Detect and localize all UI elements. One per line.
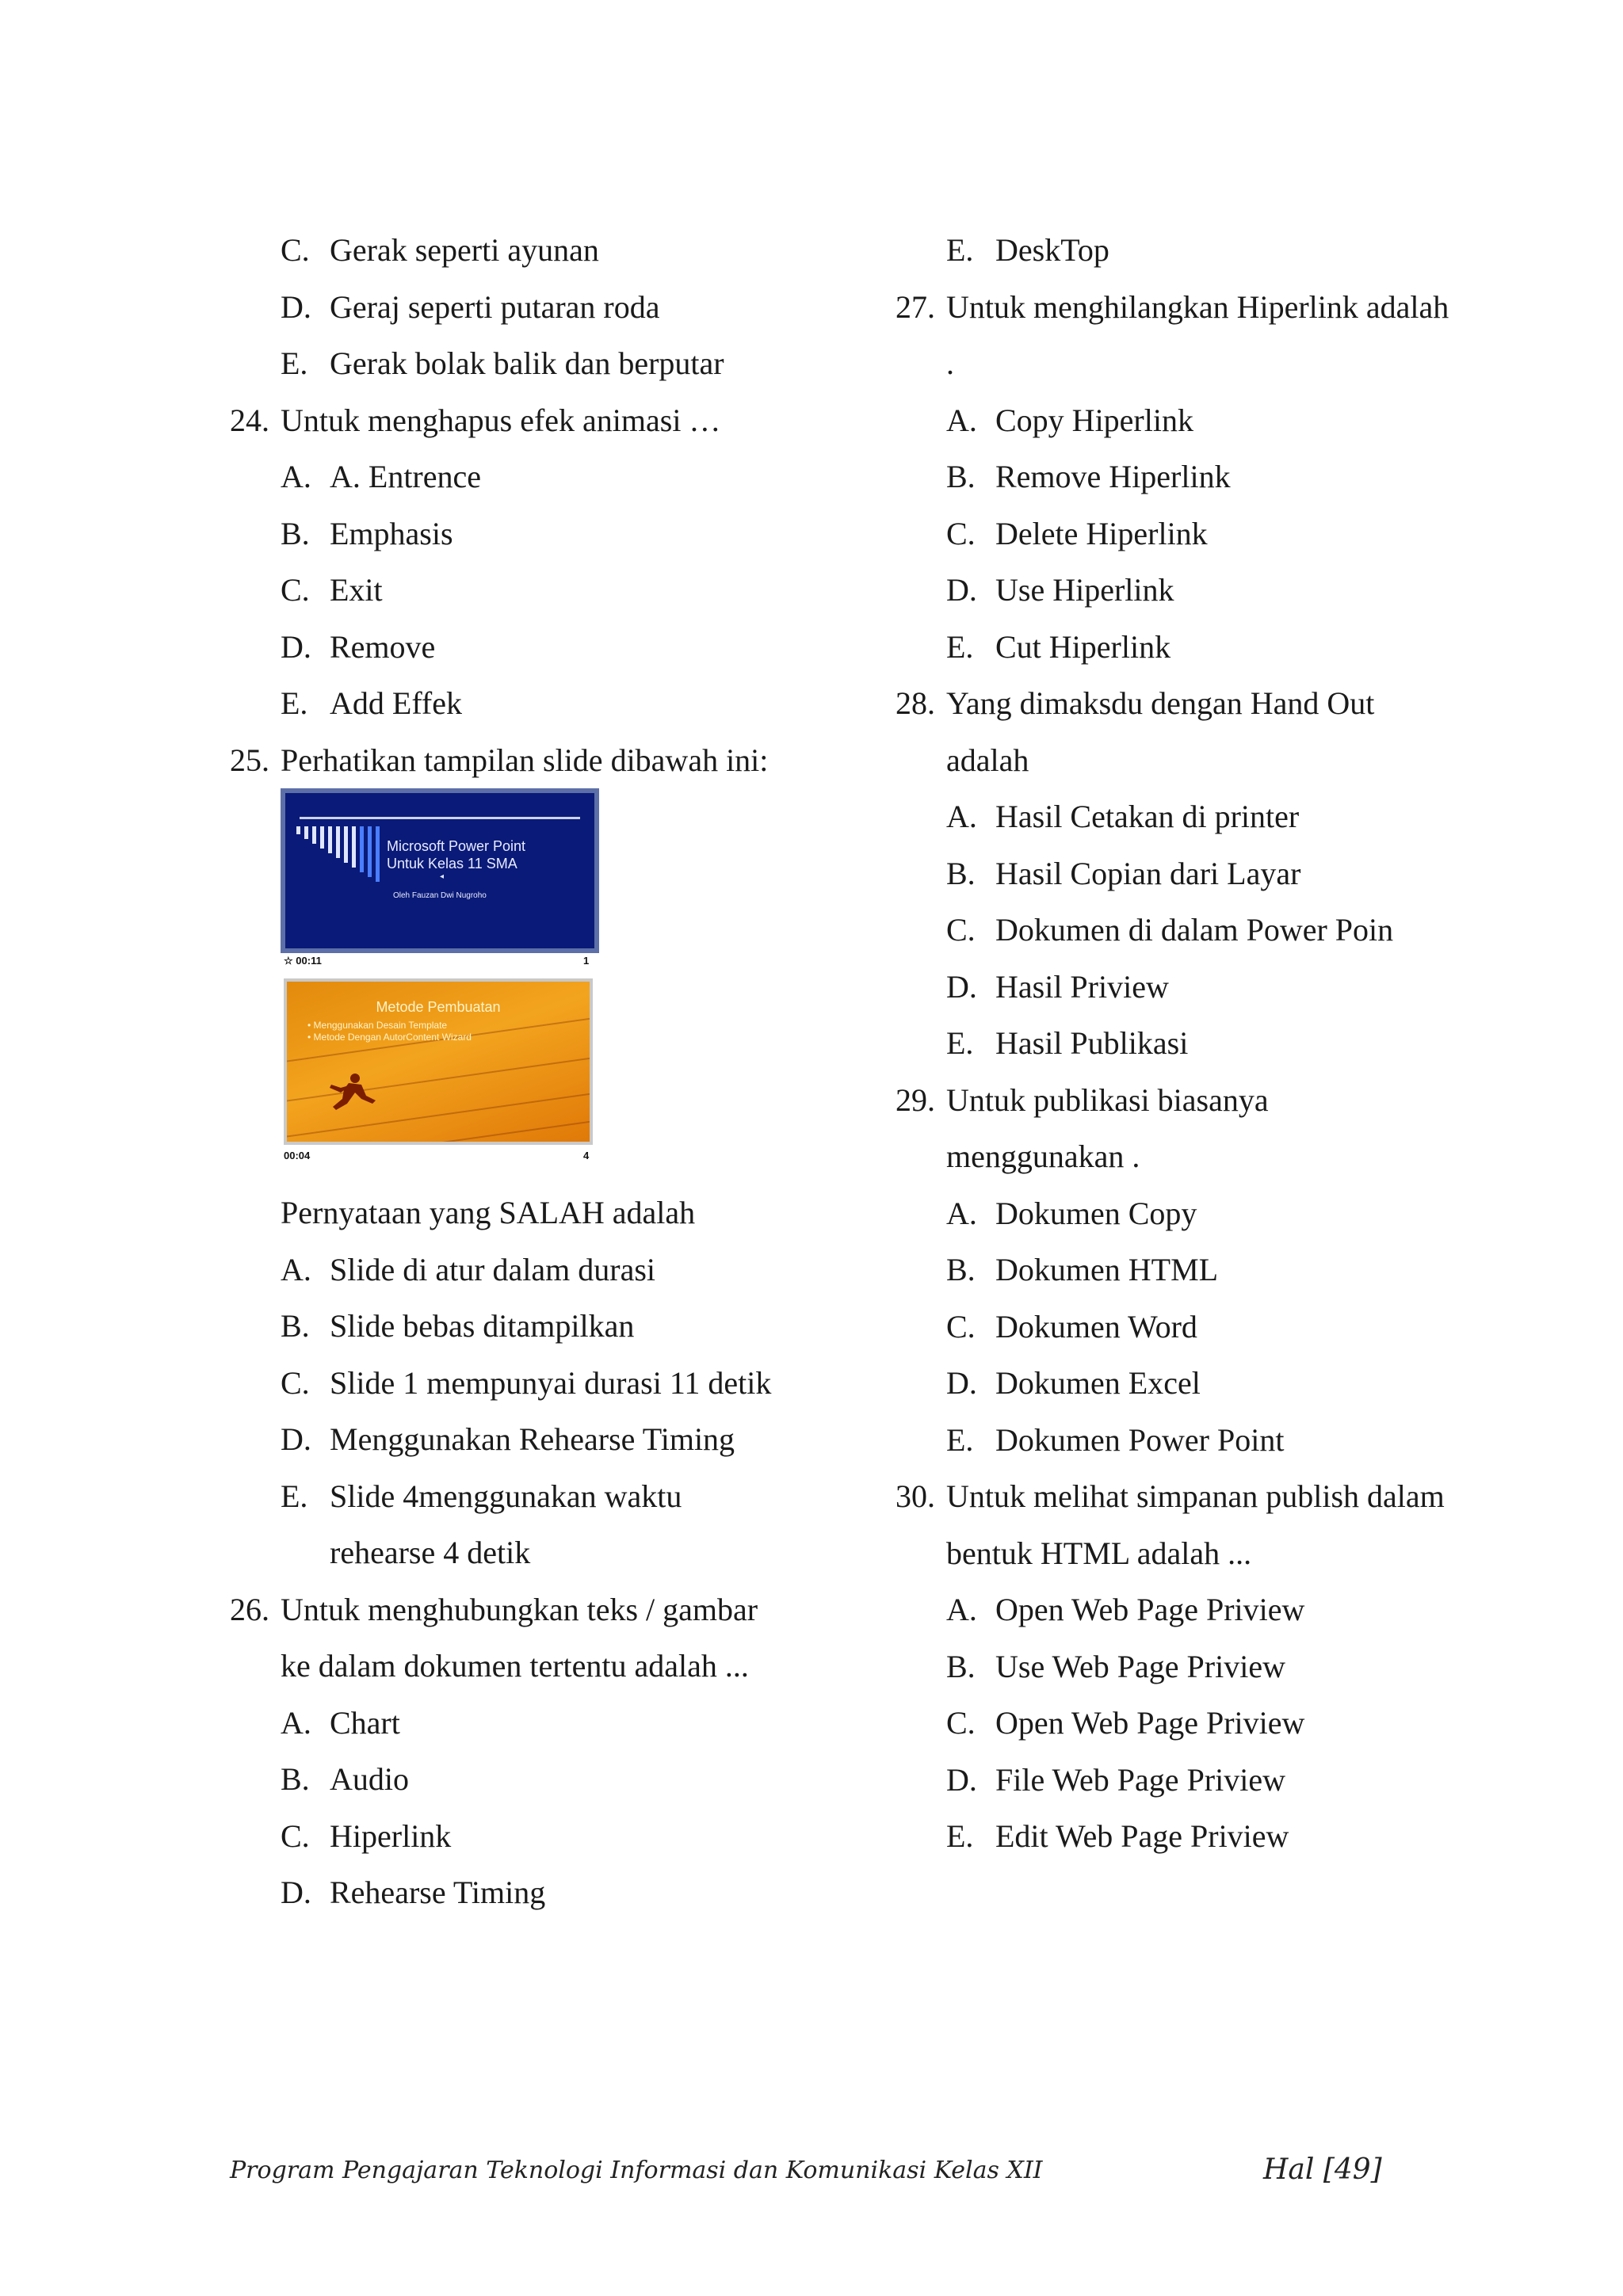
slide-4-bullet: • Metode Dengan AutorContent Wizard (307, 1032, 472, 1043)
option-text: Dokumen Power Point (995, 1421, 1285, 1458)
question-25-statement: Pernyataan yang SALAH adalah (281, 1195, 696, 1230)
option-item (230, 222, 832, 279)
question-24-options (230, 448, 832, 732)
option-text: Remove Hiperlink (995, 459, 1231, 494)
option-letter: C. (946, 515, 976, 551)
option-text: Slide 1 mempunyai durasi 11 detik (330, 1364, 772, 1401)
question-text: Perhatikan tampilan slide dibawah ini: (281, 742, 769, 778)
question-number: 28. (896, 685, 935, 721)
option-text: Delete Hiperlink (995, 515, 1208, 551)
decorative-bars (296, 826, 391, 890)
option-item (230, 1241, 832, 1299)
option-letter: C. (281, 572, 310, 608)
question-25-options (230, 1241, 832, 1525)
option-text: Slide di atur dalam durasi (330, 1251, 656, 1287)
option-item (896, 505, 1498, 563)
option-text: Remove (330, 628, 436, 665)
question-30-options (896, 1581, 1498, 1865)
option-item (230, 562, 832, 619)
option-item (896, 448, 1498, 505)
option-letter: D. (946, 1365, 977, 1401)
option-letter: E. (946, 1818, 974, 1854)
question-23-options (230, 222, 832, 392)
option-letter: C. (281, 1364, 310, 1401)
option-letter: B. (281, 1761, 310, 1797)
slide-4-bullet: • Menggunakan Desain Template (307, 1020, 448, 1031)
option-item (896, 1412, 1498, 1469)
option-letter: B. (281, 1308, 310, 1344)
decorative-bar (304, 826, 308, 839)
option-text: Use Hiperlink (995, 572, 1174, 608)
question-24 (230, 392, 832, 449)
question-continuation: . (946, 345, 954, 381)
decorative-bar (344, 826, 348, 863)
footer-page-number: Hal [49] (1263, 2153, 1382, 2186)
option-letter: A. (281, 459, 311, 494)
question-continuation: adalah (946, 742, 1029, 778)
question-25 (230, 732, 832, 789)
question-number: 24. (230, 402, 269, 438)
option-text: DeskTop (995, 232, 1109, 268)
option-text: Dokumen Excel (995, 1365, 1201, 1401)
slide-1-time: ☆ 00:11 (284, 955, 322, 967)
option-letter: D. (281, 628, 311, 665)
option-letter: C. (946, 1308, 976, 1344)
option-item (230, 1411, 832, 1468)
option-text: Hasil Publikasi (995, 1025, 1189, 1061)
option-letter: E. (281, 345, 308, 381)
right-column (896, 222, 1498, 1865)
slide-1-number: 1 (583, 955, 590, 967)
option-item (230, 1355, 832, 1412)
option-letter: C. (281, 232, 310, 268)
option-text: Dokumen HTML (995, 1252, 1219, 1287)
option-text: Dokumen Word (995, 1308, 1197, 1344)
option-letter: A. (281, 1704, 311, 1741)
slide-4-time: 00:04 (284, 1150, 311, 1161)
option-letter: E. (281, 685, 308, 721)
option-text: Dokumen di dalam Power Poin (995, 912, 1394, 948)
option-letter: A. (946, 1195, 977, 1231)
slide-1-title (387, 837, 525, 872)
question-number: 27. (896, 288, 935, 325)
option-letter: C. (281, 1817, 310, 1854)
option-text: File Web Page Priview (995, 1761, 1285, 1798)
option-text: Gerak seperti ayunan (330, 232, 599, 268)
decorative-bar (328, 826, 332, 853)
question-number: 30. (896, 1478, 935, 1514)
option-item (230, 1298, 832, 1355)
option-item (896, 1695, 1498, 1752)
slide-1-title-line2: Untuk Kelas 11 SMA (387, 856, 517, 871)
question-text: Untuk menghubungkan teks / gambar (281, 1591, 758, 1627)
option-letter: B. (281, 515, 310, 551)
option-letter: B. (946, 1252, 976, 1287)
option-item (230, 1468, 832, 1525)
slide-1-title-line1: Microsoft Power Point (387, 838, 526, 854)
option-letter: A. (946, 799, 977, 834)
option-text: Hiperlink (330, 1817, 452, 1854)
decorative-bar (376, 826, 380, 882)
option-text: Copy Hiperlink (995, 402, 1193, 438)
option-letter: B. (946, 855, 976, 891)
option-letter: A. (946, 402, 977, 438)
option-item (896, 222, 1498, 279)
option-letter: A. (946, 1592, 977, 1627)
question-27-options (896, 392, 1498, 676)
question-text: Untuk melihat simpanan publish dalam (946, 1478, 1445, 1514)
option-text: Cut Hiperlink (995, 628, 1171, 665)
decorative-bar (336, 826, 340, 858)
question-text: Untuk publikasi biasanya (946, 1081, 1269, 1118)
decorative-bar (320, 826, 324, 849)
option-item (230, 675, 832, 732)
question-text: Untuk menghapus efek animasi … (281, 402, 721, 438)
option-text: Rehearse Timing (330, 1875, 546, 1910)
option-item (896, 1241, 1498, 1299)
option-item (896, 1299, 1498, 1356)
option-letter: D. (281, 288, 311, 325)
slide-divider (300, 817, 580, 819)
decorative-bar (296, 826, 300, 834)
question-28-options (896, 788, 1498, 1072)
option-letter: C. (946, 1705, 976, 1741)
option-item (896, 1752, 1498, 1809)
option-letter: B. (946, 459, 976, 494)
decorative-bar (352, 826, 356, 868)
option-letter: E. (946, 1421, 974, 1458)
option-text: Add Effek (330, 685, 462, 721)
option-item (896, 1581, 1498, 1638)
option-item (896, 845, 1498, 902)
option-letter: D. (946, 572, 977, 608)
question-28 (896, 675, 1498, 732)
option-item (896, 562, 1498, 619)
question-text: Untuk menghilangkan Hiperlink adalah (946, 288, 1449, 325)
option-text: A. Entrence (330, 459, 482, 494)
left-column (230, 222, 832, 1921)
option-item (896, 619, 1498, 676)
option-item (896, 1015, 1498, 1072)
option-text: Menggunakan Rehearse Timing (330, 1421, 735, 1457)
slide-4-thumbnail (284, 978, 593, 1145)
option-text: Exit (330, 572, 383, 608)
option-text: Hasil Copian dari Layar (995, 855, 1301, 891)
option-letter: D. (281, 1875, 311, 1910)
slide-1-time-value: 00:11 (296, 955, 322, 967)
slide-4-bullets (307, 1020, 472, 1043)
option-item (896, 902, 1498, 959)
option-text: Use Web Page Priview (995, 1648, 1285, 1684)
question-continuation: menggunakan . (946, 1138, 1140, 1174)
option-text: Edit Web Page Priview (995, 1818, 1289, 1854)
option-letter: D. (946, 1761, 977, 1798)
option-text: Open Web Page Priview (995, 1592, 1305, 1627)
option-text: Hasil Priview (995, 968, 1169, 1005)
question-continuation: ke dalam dokumen tertentu adalah ... (281, 1648, 749, 1684)
footer-course-title: Program Pengajaran Teknologi Informasi dan Komunikasi Kelas XII (230, 2157, 1043, 2184)
option-item (230, 1864, 832, 1921)
option-text: Slide bebas ditampilkan (330, 1308, 635, 1344)
option-item (230, 1695, 832, 1752)
option-item (230, 505, 832, 563)
option-text: Emphasis (330, 515, 453, 551)
option-item (896, 788, 1498, 845)
question-number: 26. (230, 1591, 269, 1627)
option-letter: E. (281, 1478, 308, 1514)
option-item (230, 1808, 832, 1865)
option-item (230, 335, 832, 392)
question-number: 25. (230, 742, 269, 778)
decorative-bar (368, 826, 372, 877)
option-letter: C. (946, 912, 976, 948)
option-item (230, 1751, 832, 1808)
option-letter: D. (281, 1421, 311, 1457)
question-29 (896, 1072, 1498, 1129)
option-letter: A. (281, 1251, 311, 1287)
option-letter: E. (946, 628, 974, 665)
option-letter: E. (946, 1025, 974, 1061)
question-text: Yang dimaksdu dengan Hand Out (946, 685, 1375, 721)
decorative-bar (360, 826, 364, 872)
option-item (896, 1808, 1498, 1865)
slide-1-author: Oleh Fauzan Dwi Nugroho (393, 891, 487, 900)
option-item (896, 392, 1498, 449)
option-item (230, 279, 832, 336)
question-continuation: bentuk HTML adalah ... (946, 1535, 1252, 1571)
option-text: Chart (330, 1704, 400, 1741)
option-text: Gerak bolak balik dan berputar (330, 345, 724, 381)
runner-image (320, 1069, 384, 1124)
option-item (230, 448, 832, 505)
option-letter: E. (946, 232, 974, 268)
question-29-options (896, 1185, 1498, 1469)
option-item (230, 619, 832, 676)
option-continuation: rehearse 4 detik (330, 1535, 531, 1570)
question-30 (896, 1468, 1498, 1525)
option-letter: B. (946, 1648, 976, 1684)
option-text: Open Web Page Priview (995, 1705, 1305, 1741)
option-text: Geraj seperti putaran roda (330, 288, 660, 325)
slide-4-title: Metode Pembuatan (376, 999, 501, 1015)
question-27 (896, 279, 1498, 336)
option-item (896, 1355, 1498, 1412)
option-text: Audio (330, 1761, 409, 1797)
option-text: Dokumen Copy (995, 1195, 1197, 1231)
option-item (896, 1638, 1498, 1695)
question-26 (230, 1581, 832, 1638)
decorative-bar (312, 826, 316, 844)
option-letter: D. (946, 968, 977, 1005)
option-text: Hasil Cetakan di printer (995, 799, 1300, 834)
option-text: Slide 4menggunakan waktu (330, 1478, 682, 1514)
option-item (896, 959, 1498, 1016)
question-26-options (230, 1695, 832, 1921)
speaker-icon: ◂ (440, 872, 445, 881)
slide-4-number: 4 (583, 1150, 590, 1161)
slide-screenshots (281, 788, 832, 1184)
option-item (896, 1185, 1498, 1242)
question-number: 29. (896, 1081, 935, 1118)
slide-1-thumbnail (281, 788, 599, 953)
